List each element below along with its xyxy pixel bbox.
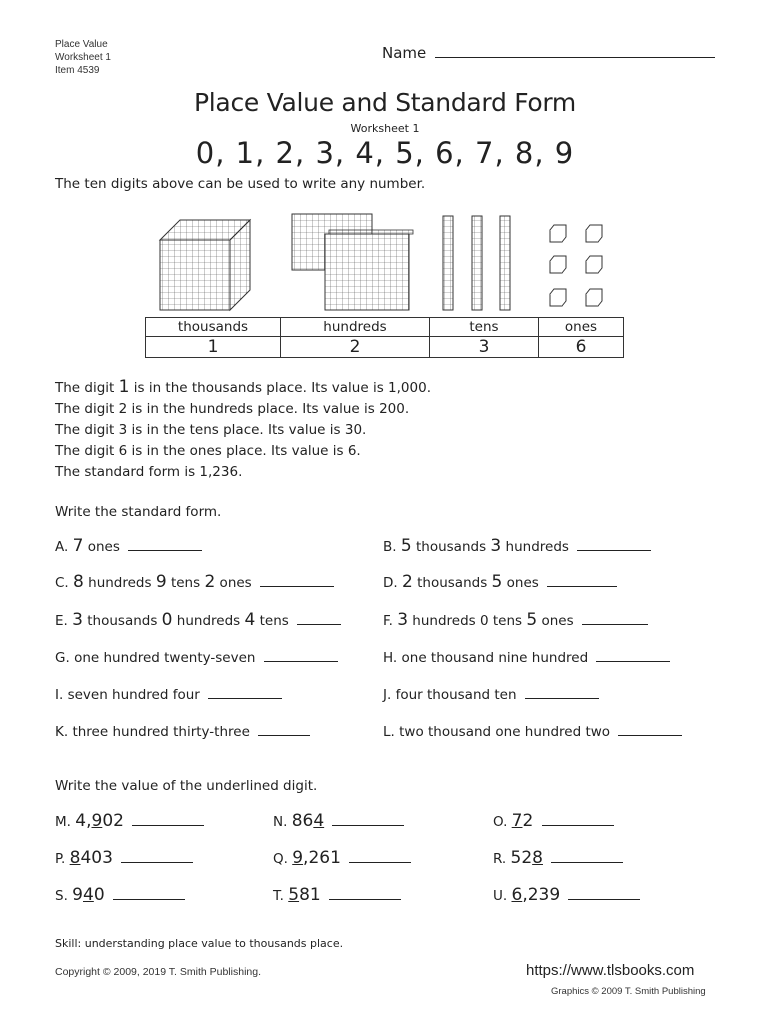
problem-n: N. 864 [273, 811, 404, 831]
intro-text: The ten digits above can be used to write any number. [55, 176, 426, 192]
answer-blank-s[interactable] [113, 886, 185, 900]
answer-blank-g[interactable] [264, 648, 338, 662]
header-thousands: thousands [146, 318, 281, 337]
graphics-credit: Graphics © 2009 T. Smith Publishing [551, 986, 706, 997]
problem-s: S. 940 [55, 885, 185, 905]
answer-blank-b[interactable] [577, 537, 651, 551]
answer-blank-r[interactable] [551, 849, 623, 863]
value-thousands: 1 [146, 337, 281, 358]
problem-r: R. 528 [493, 848, 623, 868]
header-line3: Item 4539 [55, 65, 100, 76]
table-header-row [146, 318, 624, 337]
problem-f: F. 3 hundreds 0 tens 5 ones [383, 610, 648, 630]
place-value-table [145, 317, 624, 358]
header-line2: Worksheet 1 [55, 52, 111, 63]
problem-k: K. three hundred thirty-three [55, 722, 310, 740]
header-tens: tens [430, 318, 539, 337]
answer-blank-l[interactable] [618, 722, 682, 736]
problem-q: Q. 9,261 [273, 848, 411, 868]
answer-blank-p[interactable] [121, 849, 193, 863]
base-ten-blocks-illustration [150, 208, 630, 316]
page-subtitle: Worksheet 1 [350, 122, 420, 135]
answer-blank-n[interactable] [332, 812, 404, 826]
answer-blank-c[interactable] [260, 573, 334, 587]
explain-line-3: The digit 3 is in the tens place. Its value is 30. [55, 422, 367, 438]
value-tens: 3 [430, 337, 539, 358]
problem-g: G. one hundred twenty-seven [55, 648, 338, 666]
page-title: Place Value and Standard Form [194, 88, 576, 117]
answer-blank-e[interactable] [297, 611, 341, 625]
problem-p: P. 8403 [55, 848, 193, 868]
explain-line-4: The digit 6 is in the ones place. Its value is 6. [55, 443, 361, 459]
header-ones: ones [539, 318, 624, 337]
answer-blank-k[interactable] [258, 722, 310, 736]
problem-e: E. 3 thousands 0 hundreds 4 tens [55, 610, 341, 630]
digits-line: 0, 1, 2, 3, 4, 5, 6, 7, 8, 9 [195, 136, 575, 170]
website-link[interactable]: https://www.tlsbooks.com [526, 962, 695, 979]
name-label: Name [382, 44, 427, 62]
name-blank[interactable] [435, 44, 715, 58]
answer-blank-d[interactable] [547, 573, 617, 587]
problem-o: O. 72 [493, 811, 614, 831]
problem-m: M. 4,902 [55, 811, 204, 831]
copyright-text: Copyright © 2009, 2019 T. Smith Publishing. [55, 966, 261, 978]
problem-b: B. 5 thousands 3 hundreds [383, 536, 651, 556]
problem-c: C. 8 hundreds 9 tens 2 ones [55, 572, 334, 592]
problem-h: H. one thousand nine hundred [383, 648, 670, 666]
answer-blank-h[interactable] [596, 648, 670, 662]
problem-d: D. 2 thousands 5 ones [383, 572, 617, 592]
header-hundreds: hundreds [281, 318, 430, 337]
answer-blank-m[interactable] [132, 812, 204, 826]
skill-note: Skill: understanding place value to thousands place. [55, 937, 344, 950]
thousands-cube [160, 220, 250, 310]
explain-line-1: The digit 1 is in the thousands place. Its value is 1,000. [55, 377, 431, 397]
problem-a: A. 7 ones [55, 536, 202, 556]
explain-line-5: The standard form is 1,236. [55, 464, 243, 480]
problem-t: T. 581 [273, 885, 401, 905]
table-value-row [146, 337, 624, 358]
answer-blank-a[interactable] [128, 537, 202, 551]
hundreds-flats [292, 214, 413, 310]
tens-rods [443, 216, 510, 310]
section-underlined-heading: Write the value of the underlined digit. [55, 778, 318, 794]
answer-blank-u[interactable] [568, 886, 640, 900]
problem-u: U. 6,239 [493, 885, 640, 905]
answer-blank-o[interactable] [542, 812, 614, 826]
name-field[interactable] [382, 44, 715, 62]
section-standard-form-heading: Write the standard form. [55, 504, 222, 520]
answer-blank-i[interactable] [208, 685, 282, 699]
value-hundreds: 2 [281, 337, 430, 358]
problem-j: J. four thousand ten [383, 685, 599, 703]
header-info [55, 38, 111, 77]
problem-i: I. seven hundred four [55, 685, 282, 703]
answer-blank-t[interactable] [329, 886, 401, 900]
explanation-block [55, 377, 431, 483]
answer-blank-j[interactable] [525, 685, 599, 699]
problem-l: L. two thousand one hundred two [383, 722, 682, 740]
ones-cubes [550, 225, 602, 306]
answer-blank-f[interactable] [582, 611, 648, 625]
value-ones: 6 [539, 337, 624, 358]
explain-line-2: The digit 2 is in the hundreds place. Its value is 200. [55, 401, 410, 417]
header-line1: Place Value [55, 39, 108, 50]
answer-blank-q[interactable] [349, 849, 411, 863]
